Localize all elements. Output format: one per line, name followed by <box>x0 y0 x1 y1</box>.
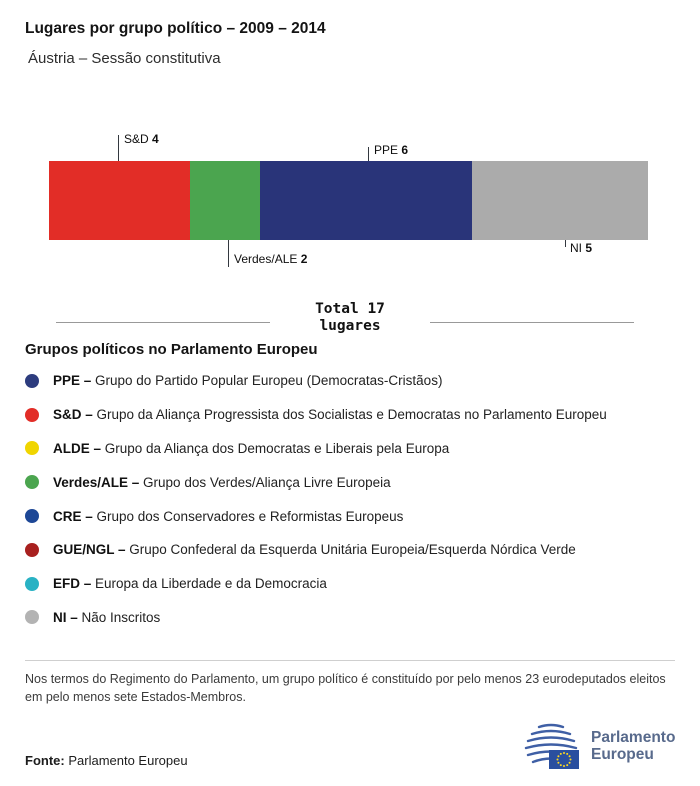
ppe-label-value: 6 <box>401 143 409 157</box>
verdes-label-text: Verdes/ALE <box>234 252 298 266</box>
legend-color-dot <box>25 441 39 455</box>
logo-wordmark <box>591 729 675 764</box>
legend-item-text: PPE – Grupo do Partido Popular Europeu (Democratas-Cristãos) <box>53 373 443 389</box>
ni-segment-label <box>570 241 592 255</box>
logo-word-1: Parlamento <box>591 728 676 746</box>
legend-item-text: NI – Não Inscritos <box>53 609 161 625</box>
sd-label-text: S&D <box>124 132 149 146</box>
verdes-label-value: 2 <box>300 252 308 266</box>
ppe-segment-label <box>374 143 408 157</box>
legend-item-6 <box>25 567 665 601</box>
verdes-segment-label <box>234 252 307 266</box>
legend-item-text: ALDE – Grupo da Aliança dos Democratas e Liberais pela Europa <box>53 440 450 456</box>
total-line2: lugares <box>319 318 381 334</box>
sd-connector-line <box>118 135 119 161</box>
bar-segment-verdes-ale[interactable] <box>190 161 260 240</box>
legend-color-dot <box>25 374 39 388</box>
ni-label-text: NI <box>570 241 582 255</box>
legend-item-2 <box>25 432 665 466</box>
legend-color-dot <box>25 543 39 557</box>
seats-chart <box>49 132 648 282</box>
total-rule-right <box>430 322 634 323</box>
page-subtitle: Áustria – Sessão constitutiva <box>28 50 221 67</box>
legend-item-7 <box>25 601 665 635</box>
ppe-connector-line <box>368 147 369 161</box>
logo-word-2: Europeu <box>591 746 654 763</box>
legend-item-text: EFD – Europa da Liberdade e da Democracia <box>53 576 327 592</box>
stacked-bar <box>49 161 648 240</box>
legend-item-text: Verdes/ALE – Grupo dos Verdes/Aliança Livre Europeia <box>53 474 391 490</box>
legend-list <box>25 364 665 634</box>
ni-label-value: 5 <box>585 241 593 255</box>
bar-segment-ppe[interactable] <box>260 161 471 240</box>
source-label: Fonte: <box>25 753 65 768</box>
legend-item-1 <box>25 398 665 432</box>
legend-item-4 <box>25 499 665 533</box>
legend-color-dot <box>25 408 39 422</box>
page-title: Lugares por grupo político – 2009 – 2014 <box>25 20 326 37</box>
legend-item-5 <box>25 533 665 567</box>
footer-divider <box>25 660 675 661</box>
legend-item-text: S&D – Grupo da Aliança Progressista dos Socialistas e Democratas no Parlamento Europeu <box>53 407 607 423</box>
legend-item-text: GUE/NGL – Grupo Confederal da Esquerda Unitária Europeia/Esquerda Nórdica Verde <box>53 542 576 558</box>
legend-color-dot <box>25 475 39 489</box>
ppe-label-text: PPE <box>374 143 399 157</box>
legend-heading: Grupos políticos no Parlamento Europeu <box>25 341 318 358</box>
total-rule-left <box>56 322 270 323</box>
sd-label-value: 4 <box>152 132 159 146</box>
footnote <box>25 671 685 706</box>
source-value: Parlamento Europeu <box>68 753 188 768</box>
footnote-line1: Nos termos do Regimento do Parlamento, um grupo político é constituído por pelo menos 23 eurodeputados eleitos <box>25 672 666 686</box>
verdes-connector-line <box>228 240 229 267</box>
total-line1: Total 17 <box>315 301 385 317</box>
bar-segment-ni[interactable] <box>472 161 648 240</box>
legend-color-dot <box>25 610 39 624</box>
legend-item-text: CRE – Grupo dos Conservadores e Reformistas Europeus <box>53 508 404 524</box>
legend-color-dot <box>25 577 39 591</box>
total-seats-label <box>0 301 700 335</box>
legend-item-0 <box>25 364 665 398</box>
parlamento-europeu-logo <box>520 722 675 770</box>
legend-item-3 <box>25 465 665 499</box>
bar-segment-s-d[interactable] <box>49 161 190 240</box>
legend-color-dot <box>25 509 39 523</box>
ni-connector-line <box>565 240 566 247</box>
sd-segment-label <box>124 132 159 146</box>
source-line <box>25 753 188 768</box>
footnote-line2: em pelo menos sete Estados-Membros. <box>25 689 246 704</box>
ep-hemicycle-flag-icon <box>520 722 582 770</box>
